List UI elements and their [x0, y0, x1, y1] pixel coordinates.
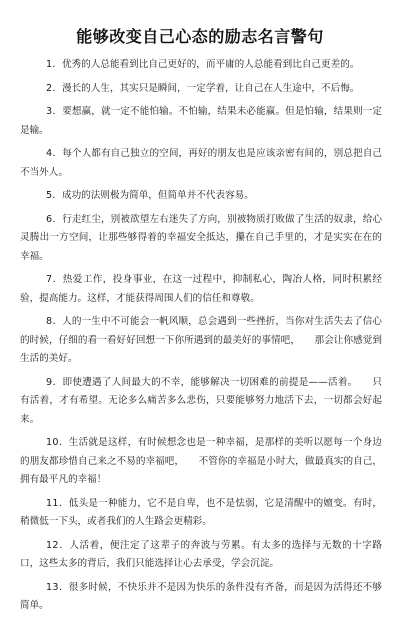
quote-number: 10 [46, 437, 59, 448]
quote-list [20, 56, 382, 621]
quote-number: 12 [46, 539, 59, 551]
quote-item [20, 211, 382, 267]
quote-item [20, 579, 382, 616]
quote-text: ．即使遭遇了人间最大的不幸，能够解决一切困难的前提是——活着。 只有活着，才有希望。无论多么痛苦多么悲伤，只要能够努力地活下去，一切都会好起来。 [20, 376, 382, 425]
quote-text: ．热爱工作，投身事业，在这一过程中，抑制私心，陶冶人格，同时积累经验，提高能力。这样，才能获得周围人们的信任和尊敬。 [20, 274, 382, 304]
quote-number: 11 [46, 497, 59, 509]
quote-item [20, 313, 382, 369]
quote-text: ．很多时候，不快乐并不是因为快乐的条件没有齐备，而是因为活得还不够简单。 [20, 581, 382, 611]
quote-text: ．生活就是这样，有时候想念也是一种幸福，是那样的美听以愿每一个身边的朋友都珍惜自己来之不易的幸福吧， 不管你的幸福是小时大，做最真实的自己，拥有最平凡的幸福！ [20, 437, 382, 485]
quote-text: ．每个人都有自己独立的空间，再好的朋友也是应该亲密有间的，别总把自己不当外人。 [20, 148, 382, 178]
quote-number: 9 [46, 376, 53, 388]
quote-number: 7 [46, 274, 53, 285]
quote-item [20, 495, 382, 532]
quote-number: 4 [46, 148, 53, 159]
quote-number: 6 [46, 213, 53, 225]
quote-item [20, 80, 382, 99]
quote-number: 2 [46, 82, 53, 94]
quote-item [20, 56, 382, 75]
quote-number: 1 [46, 59, 53, 70]
document-title: 能够改变自己心态的励志名言警句 [76, 27, 324, 46]
quote-item [20, 145, 382, 182]
quote-text: ．优秀的人总能看到比自己更好的，而平庸的人总能看到比自己更差的。 [52, 59, 360, 70]
quote-item [20, 271, 382, 308]
quote-item [20, 434, 382, 490]
quote-item [20, 187, 382, 206]
quote-text: ．要想赢，就一定不能怕输。不怕输，结果未必能赢。但是怕输，结果则一定是输。 [20, 106, 382, 136]
quote-text: ．人的一生中不可能会一帆风顺，总会遇到一些挫折，当你对生活失去了信心的时候，仔细的看一看好好回想一下你所遇到的最美好的事情吧， 那会让你感觉到生活的美好。 [20, 316, 382, 364]
quote-text: ．行走红尘，别被欲望左右迷失了方向，别被物质打败做了生活的奴隶，给心灵腾出一方空间，让那些够得着的幸福安全抵达，攥在自己手里的，才是实实在在的幸福。 [20, 213, 382, 262]
quote-item [20, 103, 382, 140]
quote-text: ．漫长的人生，其实只是瞬间，一定学着，让自己在人生途中，不后悔。 [52, 82, 360, 94]
quote-number: 3 [46, 106, 53, 117]
quote-text: ．低头是一种能力，它不是自卑，也不是怯弱，它是清醒中的嬗变。有时，稍微低一下头，或者我们的人生路会更精彩。 [20, 497, 382, 527]
quote-number: 13 [46, 581, 59, 593]
quote-item [20, 374, 382, 430]
quote-text: ．成功的法则极为简单，但简单并不代表容易。 [52, 190, 254, 201]
quote-number: 8 [46, 316, 53, 327]
quote-number: 5 [46, 190, 53, 201]
quote-text: ．人活着，便注定了这辈子的奔波与劳累。有太多的选择与无数的十字路口，这些太多的背后，我们只能选择让心去承受，学会沉淀。 [20, 539, 382, 569]
quote-item [20, 537, 382, 574]
